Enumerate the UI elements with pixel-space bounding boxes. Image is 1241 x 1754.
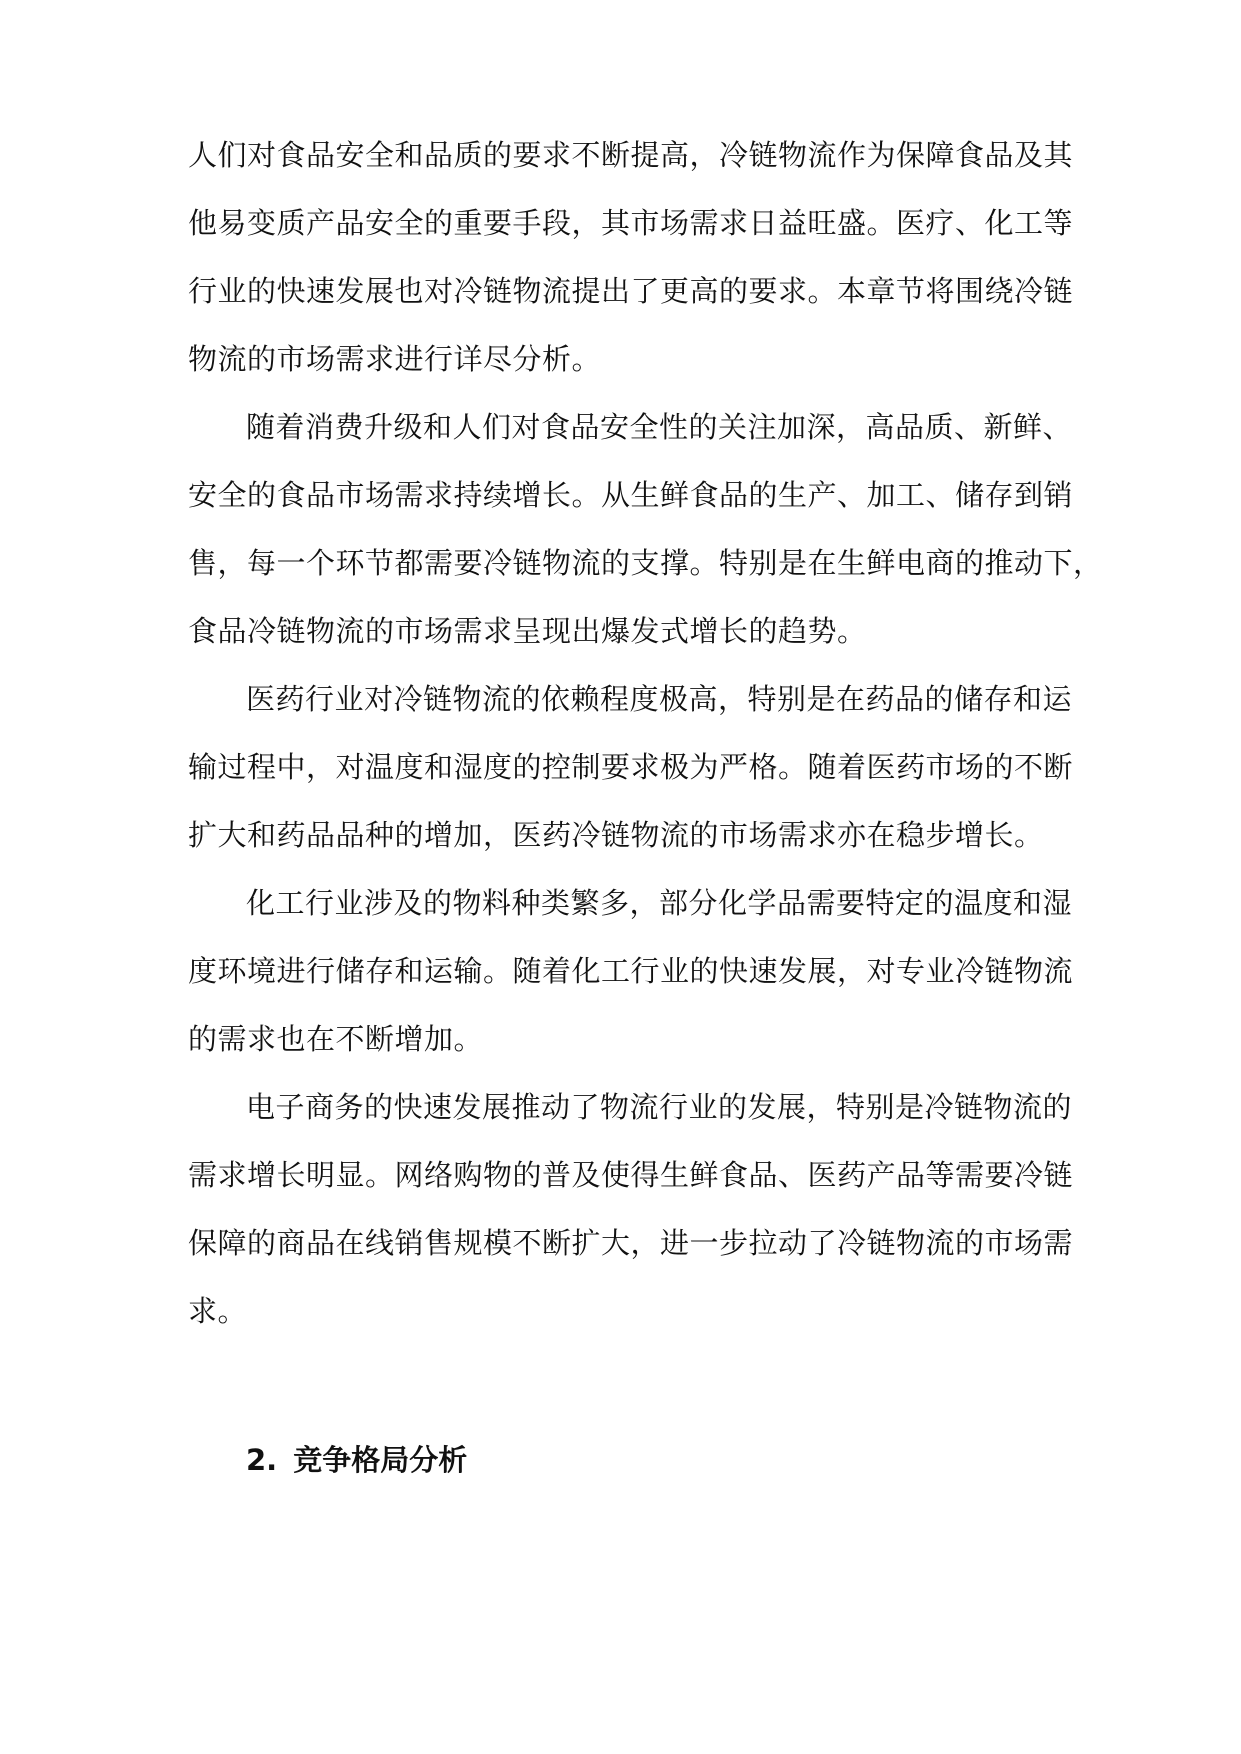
section-title: 竞争格局分析 xyxy=(293,1443,468,1477)
section-number: 2. xyxy=(246,1443,278,1477)
paragraph-2-line-3: 售，每一个环节都需要冷链物流的支撑。特别是在生鲜电商的推动下， xyxy=(188,546,1103,580)
paragraph-1-line-3: 行业的快速发展也对冷链物流提出了更高的要求。本章节将围绕冷链 xyxy=(188,274,1074,308)
paragraph-2-line-2: 安全的食品市场需求持续增长。从生鲜食品的生产、加工、储存到销 xyxy=(188,478,1074,512)
paragraph-2-line-1: 随着消费升级和人们对食品安全性的关注加深，高品质、新鲜、 xyxy=(246,410,1073,444)
paragraph-1-line-1: 人们对食品安全和品质的要求不断提高，冷链物流作为保障食品及其 xyxy=(188,138,1074,172)
paragraph-1-line-4: 物流的市场需求进行详尽分析。 xyxy=(188,342,602,376)
paragraph-5-line-2: 需求增长明显。网络购物的普及使得生鲜食品、医药产品等需要冷链 xyxy=(188,1158,1074,1192)
paragraph-4-line-1: 化工行业涉及的物料种类繁多，部分化学品需要特定的温度和湿 xyxy=(246,886,1073,920)
paragraph-4-line-2: 度环境进行储存和运输。随着化工行业的快速发展，对专业冷链物流 xyxy=(188,954,1074,988)
section-heading xyxy=(246,1440,467,1480)
paragraph-2-line-4: 食品冷链物流的市场需求呈现出爆发式增长的趋势。 xyxy=(188,614,867,648)
paragraph-5-line-3: 保障的商品在线销售规模不断扩大，进一步拉动了冷链物流的市场需 xyxy=(188,1226,1074,1260)
paragraph-1-line-2: 他易变质产品安全的重要手段，其市场需求日益旺盛。医疗、化工等 xyxy=(188,206,1074,240)
paragraph-3-line-3: 扩大和药品品种的增加，医药冷链物流的市场需求亦在稳步增长。 xyxy=(188,818,1044,852)
paragraph-3-line-1: 医药行业对冷链物流的依赖程度极高，特别是在药品的储存和运 xyxy=(246,682,1073,716)
paragraph-4-line-3: 的需求也在不断增加。 xyxy=(188,1022,484,1056)
paragraph-5-line-4: 求。 xyxy=(188,1294,248,1328)
paragraph-5-line-1: 电子商务的快速发展推动了物流行业的发展，特别是冷链物流的 xyxy=(246,1090,1073,1124)
paragraph-3-line-2: 输过程中，对温度和湿度的控制要求极为严格。随着医药市场的不断 xyxy=(188,750,1074,784)
